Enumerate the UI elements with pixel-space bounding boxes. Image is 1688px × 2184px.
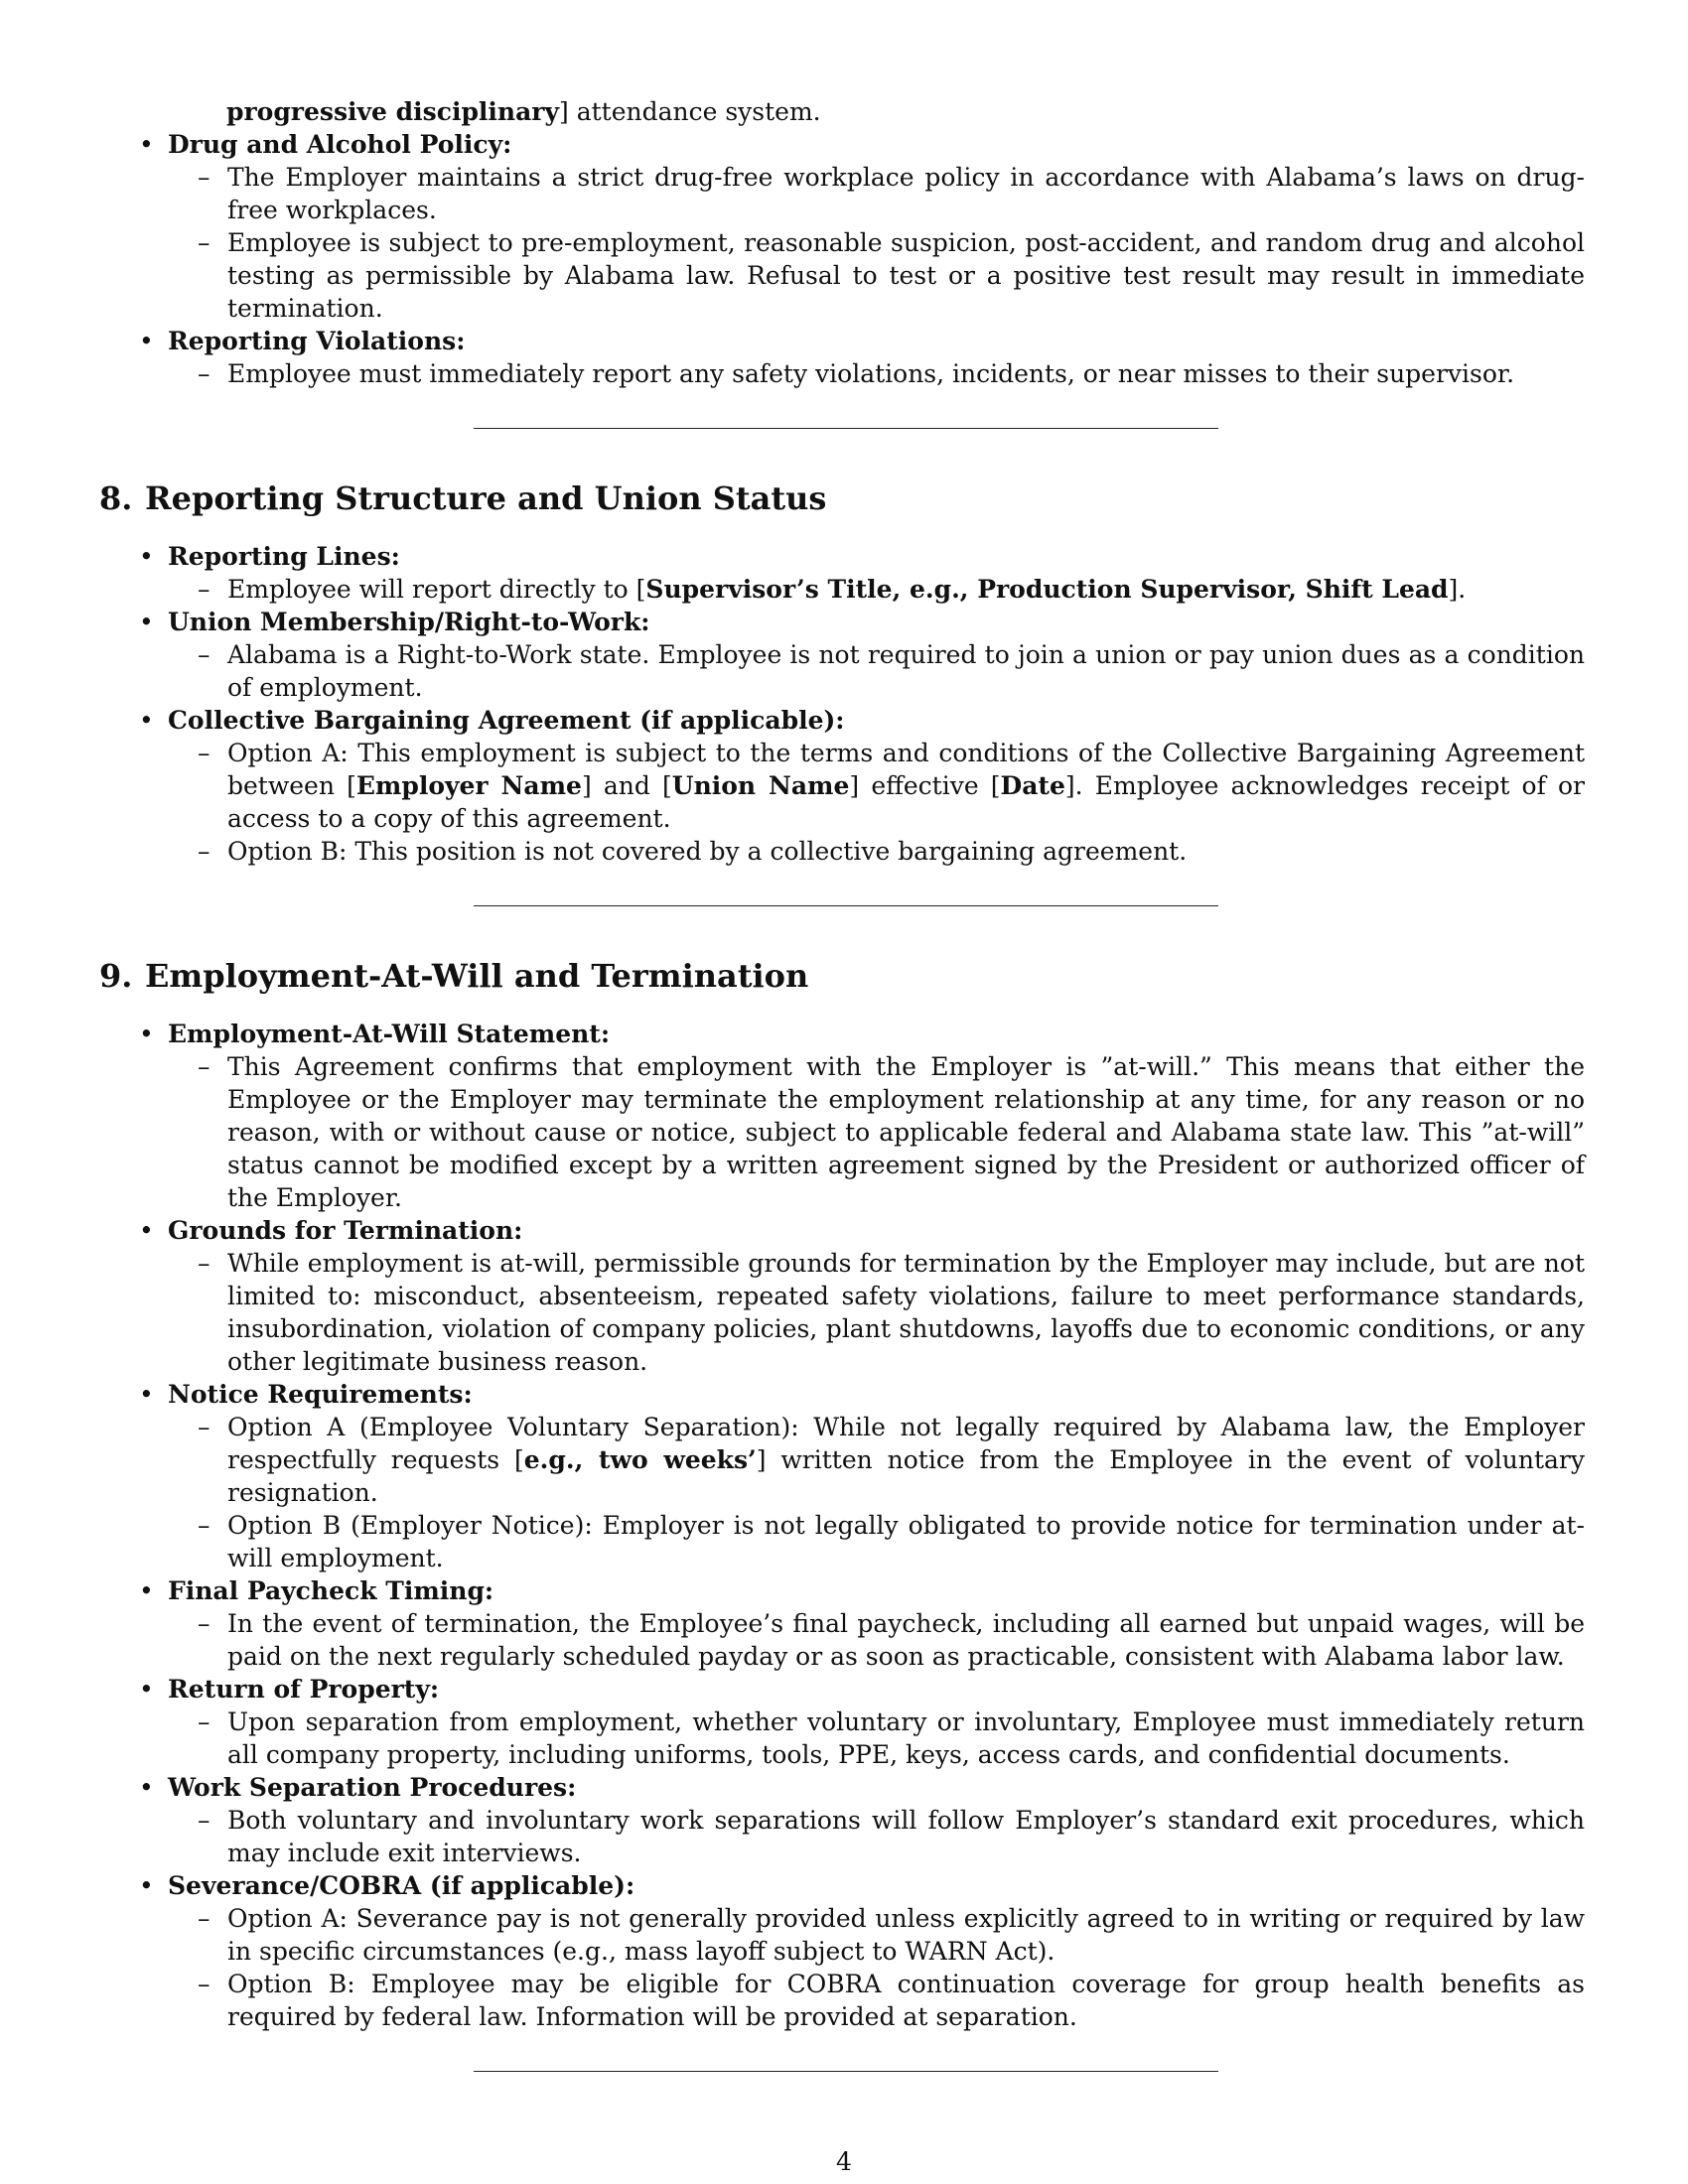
page-content: [99, 95, 1585, 2072]
at-will-point: – This Agreement confirms that employment with the Employer is ”at-will.” This means that either the Employee or the Employer may terminate the employment relationship at any time, for any reason or no reason, with or without cause or notice, subject to applicable federal and Alabama state law. This ”at-will” status cannot be modified except by a written agreement signed by the President or authorized officer of the Employer.: [168, 1050, 1585, 1214]
property-title: Return of Property:: [168, 1675, 440, 1704]
notice-item: [99, 1378, 1585, 1574]
carryover-text: progressive disciplinary] attendance system.: [226, 97, 821, 126]
grounds-point: – While employment is at-will, permissible grounds for termination by the Employer may include, but are not limited to: misconduct, absenteeism, repeated safety violations, failure to meet performance standards, insubordination, violation of company policies, plant shutdowns, layoffs due to economic conditions, or any other legitimate business reason.: [168, 1247, 1585, 1378]
cba-option-b: – Option B: This position is not covered by a collective bargaining agreement.: [168, 835, 1585, 868]
grounds-title: Grounds for Termination:: [168, 1216, 523, 1245]
property-point: – Upon separation from employment, whether voluntary or involuntary, Employee must immediately return all company property, including uniforms, tools, PPE, keys, access cards, and confidential documents.: [168, 1706, 1585, 1771]
paycheck-point: – In the event of termination, the Employee’s final paycheck, including all earned but unpaid wages, will be paid on the next regularly scheduled payday or as soon as practicable, consistent with Alabama labor law.: [168, 1607, 1585, 1673]
severance-option-b: – Option B: Employee may be eligible for COBRA continuation coverage for group health benefits as required by federal law. Information will be provided at separation.: [168, 1968, 1585, 2033]
section-8-list: [99, 540, 1585, 868]
union-membership-title: Union Membership/Right-to-Work:: [168, 608, 650, 636]
paycheck-item: [99, 1574, 1585, 1673]
drug-policy-point: – The Employer maintains a strict drug-free workplace policy in accordance with Alabama’s laws on drug-free workplaces.: [168, 161, 1585, 226]
severance-item: [99, 1869, 1585, 2033]
section-9-list: [99, 1018, 1585, 2033]
notice-option-b: – Option B (Employer Notice): Employer is not legally obligated to provide notice for termination under at-will employment.: [168, 1509, 1585, 1574]
reporting-lines-point: – Employee will report directly to [Supervisor’s Title, e.g., Production Supervisor, Shift Lead].: [168, 573, 1585, 606]
reporting-violations-point: – Employee must immediately report any safety violations, incidents, or near misses to their supervisor.: [168, 357, 1585, 390]
drug-policy-item: [99, 128, 1585, 325]
grounds-item: [99, 1214, 1585, 1378]
property-item: [99, 1673, 1585, 1771]
section-8-heading: 8. Reporting Structure and Union Status: [99, 479, 827, 517]
notice-option-a: – Option A (Employee Voluntary Separation): While not legally required by Alabama law, the Employer respectfully requests [e.g., two weeks’] written notice from the Employee in the event of voluntary resignation.: [168, 1411, 1585, 1509]
cba-title: Collective Bargaining Agreement (if applicable):: [168, 706, 845, 735]
section-divider: [474, 2071, 1218, 2072]
cba-option-a: – Option A: This employment is subject to the terms and conditions of the Collective Bargaining Agreement between [Employer Name] and [Union Name] effective [Date]. Employee acknowledges receipt of or access to a copy of this agreement.: [168, 737, 1585, 835]
page-number: 4: [836, 2147, 852, 2176]
at-will-item: [99, 1018, 1585, 1214]
drug-policy-point: – Employee is subject to pre-employment, reasonable suspicion, post-accident, and random drug and alcohol testing as permissible by Alabama law. Refusal to test or a positive test result may result in immediate termination.: [168, 226, 1585, 325]
cba-item: [99, 704, 1585, 868]
reporting-lines-title: Reporting Lines:: [168, 542, 400, 571]
section-divider: [474, 428, 1218, 429]
procedures-item: [99, 1771, 1585, 1869]
procedures-point: – Both voluntary and involuntary work separations will follow Employer’s standard exit procedures, which may include exit interviews.: [168, 1804, 1585, 1869]
reporting-violations-title: Reporting Violations:: [168, 327, 466, 355]
section-7-list: [99, 128, 1585, 390]
paycheck-title: Final Paycheck Timing:: [168, 1576, 494, 1605]
union-membership-item: [99, 606, 1585, 704]
union-membership-point: – Alabama is a Right-to-Work state. Employee is not required to join a union or pay union dues as a condition of employment.: [168, 638, 1585, 704]
procedures-title: Work Separation Procedures:: [168, 1773, 577, 1802]
at-will-title: Employment-At-Will Statement:: [168, 1020, 611, 1048]
severance-title: Severance/COBRA (if applicable):: [168, 1871, 635, 1900]
severance-option-a: – Option A: Severance pay is not generally provided unless explicitly agreed to in writing or required by law in specific circumstances (e.g., mass layoff subject to WARN Act).: [168, 1902, 1585, 1968]
reporting-violations-item: [99, 325, 1585, 390]
drug-policy-title: Drug and Alcohol Policy:: [168, 130, 512, 159]
section-9-heading: 9. Employment-At-Will and Termination: [99, 957, 809, 995]
reporting-lines-item: [99, 540, 1585, 606]
notice-title: Notice Requirements:: [168, 1380, 473, 1409]
section-divider: [474, 905, 1218, 906]
